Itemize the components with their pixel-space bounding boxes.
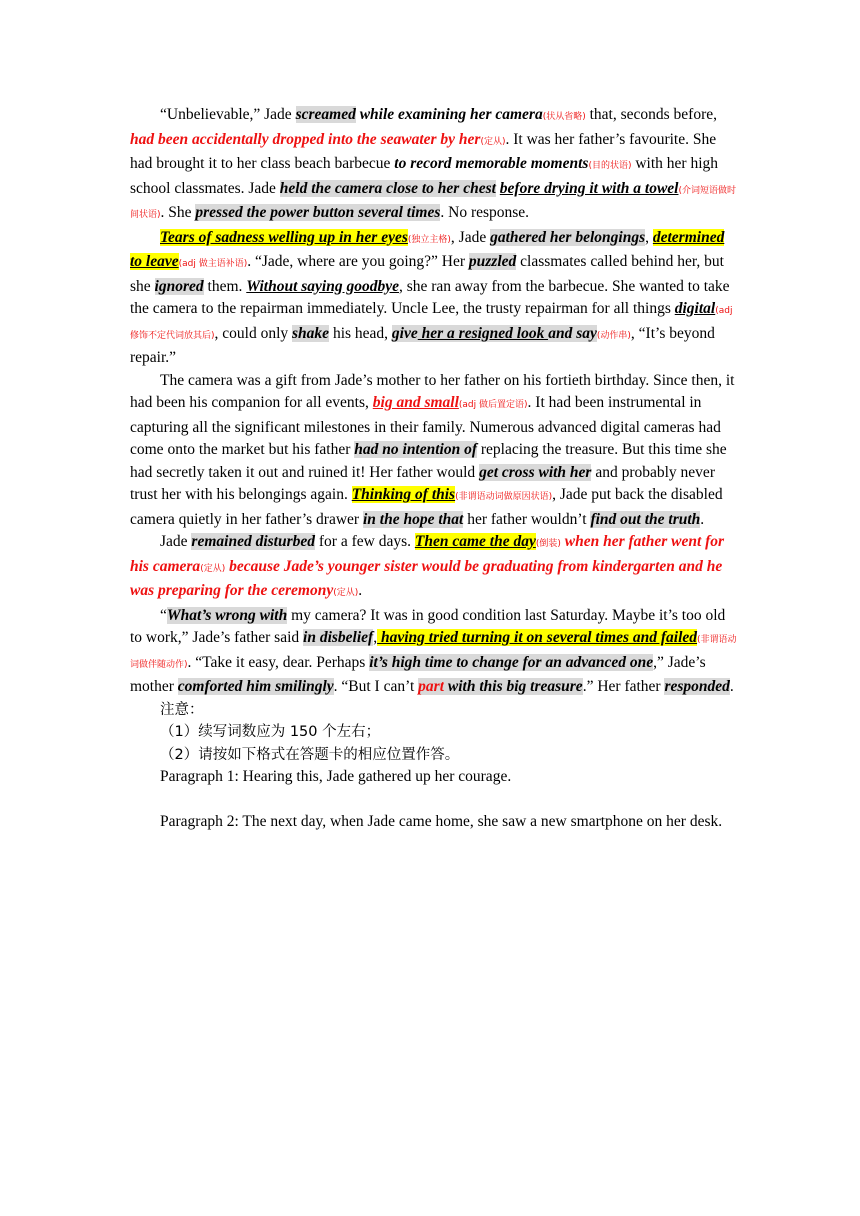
notes-item-1: （1）续写词数应为 150 个左右； <box>160 724 381 740</box>
paragraph-1-prompt: Paragraph 1: Hearing this, Jade gathered up her courage. <box>160 768 512 785</box>
document-body <box>130 104 740 834</box>
highlight: ignored <box>154 277 204 295</box>
notes-item-2: （2）请按如下格式在答题卡的相应位置作答。 <box>160 746 460 763</box>
answer-space <box>130 789 740 812</box>
text: and probably never trust her with his belongings again. <box>130 463 715 503</box>
grammar-note: (定从) <box>480 136 506 147</box>
grammar-note: (独立主格) <box>407 234 451 245</box>
text: “Unbelievable,” Jade <box>160 106 296 123</box>
text: . No response. <box>440 204 530 221</box>
highlight: Thinking of this <box>351 486 456 503</box>
text: them. <box>203 277 247 295</box>
text: . <box>729 678 734 695</box>
text: , <box>373 629 378 646</box>
text: , <box>645 228 653 246</box>
grammar-note: (adj 修饰不定代词放其后) <box>130 306 733 341</box>
text: . It was her father’s favourite. She had brought it to her class beach barbecue <box>130 130 717 172</box>
paragraph-2-prompt: Paragraph 2: The next day, when Jade came home, she saw a new smartphone on her desk. <box>160 813 723 830</box>
text: replacing the treasure. But this time she had secretly taken it out and ruined it! Her father would <box>130 441 727 481</box>
grammar-note: (adj 做主语补语) <box>178 259 248 269</box>
text: “ <box>160 606 167 624</box>
story-paragraph-3 <box>130 370 740 532</box>
text: . <box>358 582 363 599</box>
highlight: big and small <box>372 394 459 411</box>
story-paragraph-4 <box>130 531 740 605</box>
notes-heading: 注意： <box>160 701 204 718</box>
text: . She <box>160 204 196 221</box>
highlight: digital <box>674 300 716 317</box>
text: ,” Jade’s mother <box>130 653 706 695</box>
highlight: when her father went for his camera <box>130 533 725 575</box>
text: Jade <box>160 533 192 550</box>
highlight: comforted him smilingly <box>177 678 334 695</box>
text: my camera? It was in good condition last Saturday. Maybe it’s too old to work,” Jade’s father said <box>130 606 726 646</box>
highlight: give <box>391 324 418 342</box>
text: , “It’s beyond repair.” <box>130 324 715 366</box>
highlight: part <box>418 678 445 695</box>
highlight: Tears of sadness welling up in her eyes <box>160 228 408 246</box>
grammar-note: (目的状语) <box>588 161 632 171</box>
highlight: and say <box>548 324 597 342</box>
story-paragraph-2 <box>130 227 740 370</box>
text: classmates called behind her, but she <box>130 253 724 295</box>
story-paragraph-1 <box>130 104 740 227</box>
grammar-note: (动作串) <box>596 330 631 341</box>
highlight: What’s wrong with <box>166 606 288 624</box>
highlight: to record memorable moments <box>394 155 589 172</box>
highlight: had no intention of <box>354 441 478 458</box>
highlight: before drying it with a towel <box>499 179 679 197</box>
highlight: in disbelief <box>303 629 374 646</box>
story-paragraph-5 <box>130 605 740 699</box>
text: his head, <box>329 324 392 342</box>
text: , she ran away from the barbecue. She wanted to take the camera to the repairman immediately. Uncle Lee, the trusty repairman for all things <box>130 277 730 317</box>
text: . It had been instrumental in capturing all the significant milestones in their family. Numerous advanced digital cameras had come onto the market but his father <box>130 394 721 458</box>
text: . “But I can’t <box>333 678 419 695</box>
grammar-note: (定从) <box>200 563 226 574</box>
highlight: determined to leave <box>130 228 725 270</box>
text: . “Take it easy, dear. Perhaps <box>187 653 370 671</box>
grammar-note: (adj 做后置定语) <box>458 400 528 410</box>
text: , Jade put back the disabled camera quietly in her father’s drawer <box>130 486 723 528</box>
highlight: in the hope that <box>362 510 464 528</box>
grammar-note: (状从省略) <box>542 112 586 122</box>
highlight: responded <box>664 678 730 695</box>
text: with her high school classmates. Jade <box>130 155 718 197</box>
grammar-note: (定从) <box>333 588 359 598</box>
grammar-note: (非谓语动词做伴随动作) <box>130 635 737 670</box>
text: , could only <box>214 324 293 342</box>
highlight: her a resigned look <box>417 324 549 342</box>
text: . “Jade, where are you going?” Her <box>247 253 469 270</box>
highlight: having tried turning it on several times and failed <box>377 629 698 646</box>
grammar-note: (介词短语做时间状语) <box>130 185 736 220</box>
highlight: it’s high time to change for an advanced one <box>369 653 654 671</box>
highlight: Without saying goodbye <box>246 277 399 295</box>
highlight: had been accidentally dropped into the seawater by her <box>130 130 481 148</box>
highlight: screamed <box>295 106 356 123</box>
highlight: pressed the power button several times <box>195 204 441 221</box>
text: , Jade <box>450 228 491 246</box>
text: that, seconds before, <box>585 106 718 123</box>
highlight: Then came the day <box>414 533 536 550</box>
highlight: puzzled <box>468 253 517 270</box>
highlight: get cross with her <box>479 463 592 481</box>
text: her father wouldn’t <box>463 510 591 528</box>
highlight: shake <box>292 324 330 342</box>
highlight: because Jade’s younger sister would be graduating from kindergarten and he was preparing for the ceremony <box>130 557 723 599</box>
highlight: with this big treasure <box>444 678 583 695</box>
highlight: while examining her camera <box>359 106 543 123</box>
text: for a few days. <box>315 533 415 550</box>
grammar-note: (非谓语动词做原因状语) <box>455 492 553 502</box>
text: .” Her father <box>582 678 665 695</box>
grammar-note: (倒装) <box>535 539 561 549</box>
highlight: gathered her belongings <box>490 228 646 246</box>
text: The camera was a gift from Jade’s mother to her father on his fortieth birthday. Since then, it had been his companion for all events, <box>130 371 735 411</box>
highlight: remained disturbed <box>191 533 315 550</box>
text: . <box>700 510 705 528</box>
highlight: held the camera close to her chest <box>279 179 496 197</box>
highlight: find out the truth <box>590 510 701 528</box>
